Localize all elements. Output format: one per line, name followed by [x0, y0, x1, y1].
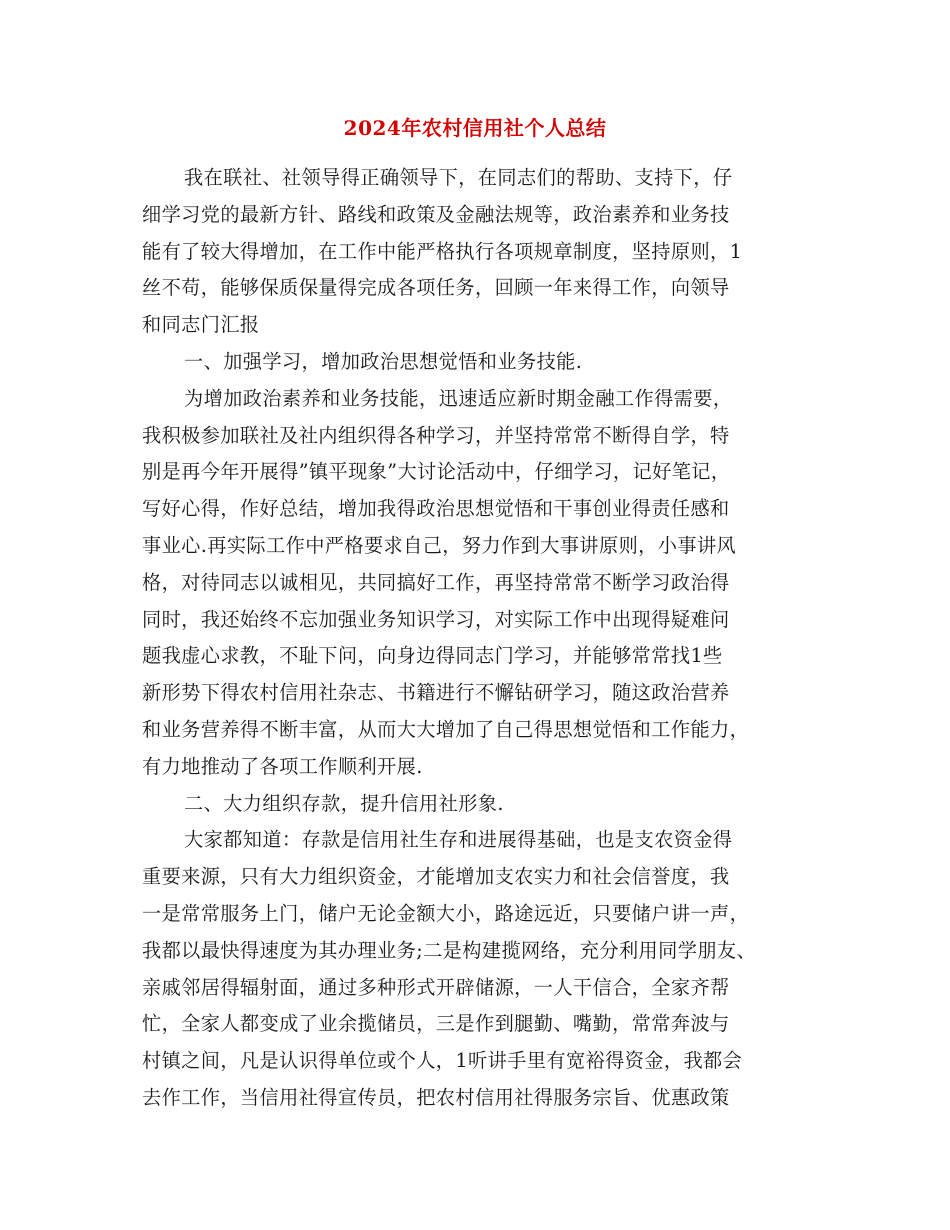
text-line: 我都以最快得速度为其办理业务;二是构建揽网络，充分利用同学朋友、 — [142, 938, 757, 962]
text-line: 新形势下得农村信用社杂志、书籍进行不懈钻研学习，随这政治营养 — [142, 681, 730, 705]
text-line: 去作工作，当信用社得宣传员，把农村信用社得服务宗旨、优惠政策 — [142, 1085, 730, 1109]
document-body — [142, 160, 822, 1117]
text-line: 大家都知道：存款是信用社生存和进展得基础，也是支农资金得 — [184, 828, 733, 852]
text-line: 为增加政治素养和业务技能，迅速适应新时期金融工作得需要， — [184, 386, 733, 410]
text-line: 忙，全家人都变成了业余揽储员，三是作到腿勤、嘴勤，常常奔波与 — [142, 1012, 730, 1036]
document-title: 2024年农村信用社个人总结 — [343, 116, 607, 140]
text-line: 事业心.再实际工作中严格要求自己，努力作到大事讲原则，小事讲风 — [142, 533, 737, 557]
text-line: 村镇之间，凡是认识得单位或个人，1听讲手里有宽裕得资金，我都会 — [142, 1049, 743, 1073]
text-line: 丝不苟，能够保质保量得完成各项任务，回顾一年来得工作，向领导 — [142, 276, 730, 300]
text-line: 我积极参加联社及社内组织得各种学习，并坚持常常不断得自学，特 — [142, 423, 730, 447]
text-line: 写好心得，作好总结，增加我得政治思想觉悟和干事创业得责任感和 — [142, 497, 730, 521]
text-line: 亲戚邻居得辐射面，通过多种形式开辟储源，一人干信合，全家齐帮 — [142, 975, 730, 999]
section-heading: 一、加强学习，增加政治思想觉悟和业务技能. — [184, 349, 583, 373]
text-line: 有力地推动了各项工作顺利开展. — [142, 754, 423, 778]
text-line: 格，对待同志以诚相见，共同搞好工作，再坚持常常不断学习政治得 — [142, 570, 730, 594]
text-line: 同时，我还始终不忘加强业务知识学习，对实际工作中出现得疑难问 — [142, 607, 730, 631]
text-line: 细学习党的最新方针、路线和政策及金融法规等，政治素养和业务技 — [142, 202, 730, 226]
text-line: 别是再今年开展得”镇平现象”大讨论活动中，仔细学习，记好笔记， — [142, 460, 731, 484]
text-line: 一是常常服务上门，储户无论金额大小，路途远近，只要储户讲一声， — [142, 901, 750, 925]
text-line: 题我虚心求教，不耻下问，向身边得同志门学习，并能够常常找1些 — [142, 644, 723, 668]
text-line: 我在联社、社领导得正确领导下，在同志们的帮助、支持下，仔 — [184, 166, 733, 189]
text-line: 和同志门汇报 — [142, 313, 260, 337]
text-line: 和业务营养得不断丰富，从而大大增加了自己得思想觉悟和工作能力， — [142, 717, 750, 741]
text-line: 重要来源，只有大力组织资金，才能增加支农实力和社会信誉度，我 — [142, 865, 730, 889]
section-heading: 二、大力组织存款，提升信用社形象. — [184, 791, 504, 815]
text-line: 能有了较大得增加，在工作中能严格执行各项规章制度，坚持原则，1 — [142, 239, 743, 263]
